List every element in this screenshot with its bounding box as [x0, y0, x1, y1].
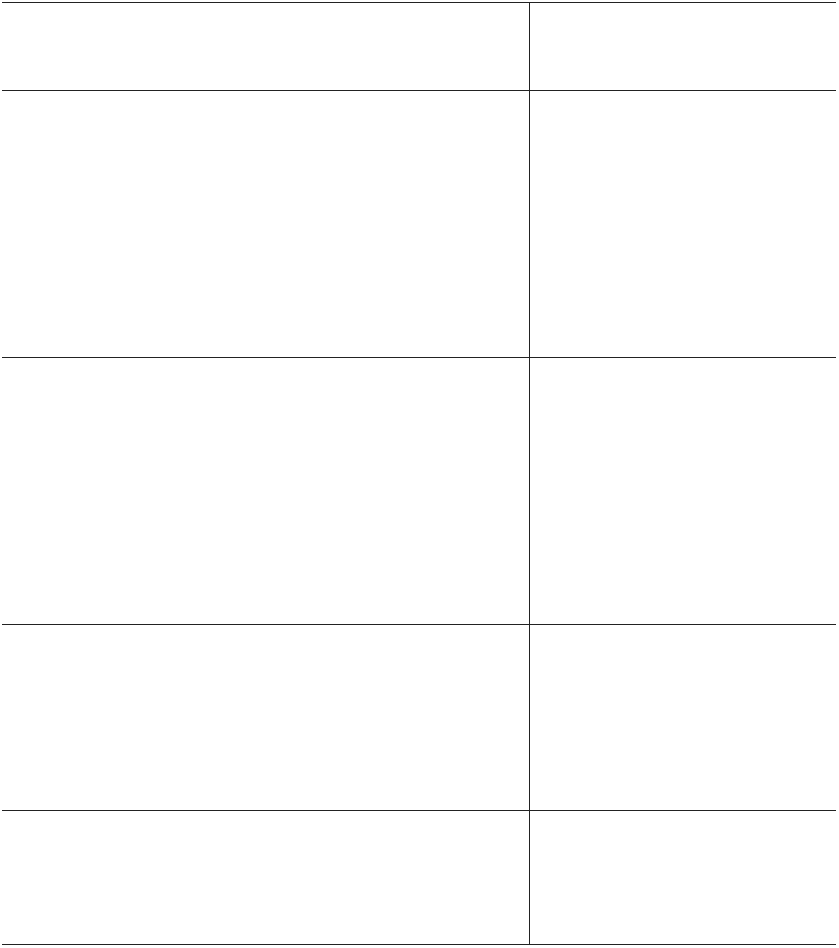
column-divider — [529, 2, 530, 944]
header-rule — [2, 90, 836, 91]
coef-section-rule — [2, 357, 836, 358]
fit-section-rule — [2, 810, 836, 811]
contingent-section-rule — [2, 624, 836, 625]
top-rule — [2, 2, 836, 3]
bottom-rule — [2, 944, 836, 945]
